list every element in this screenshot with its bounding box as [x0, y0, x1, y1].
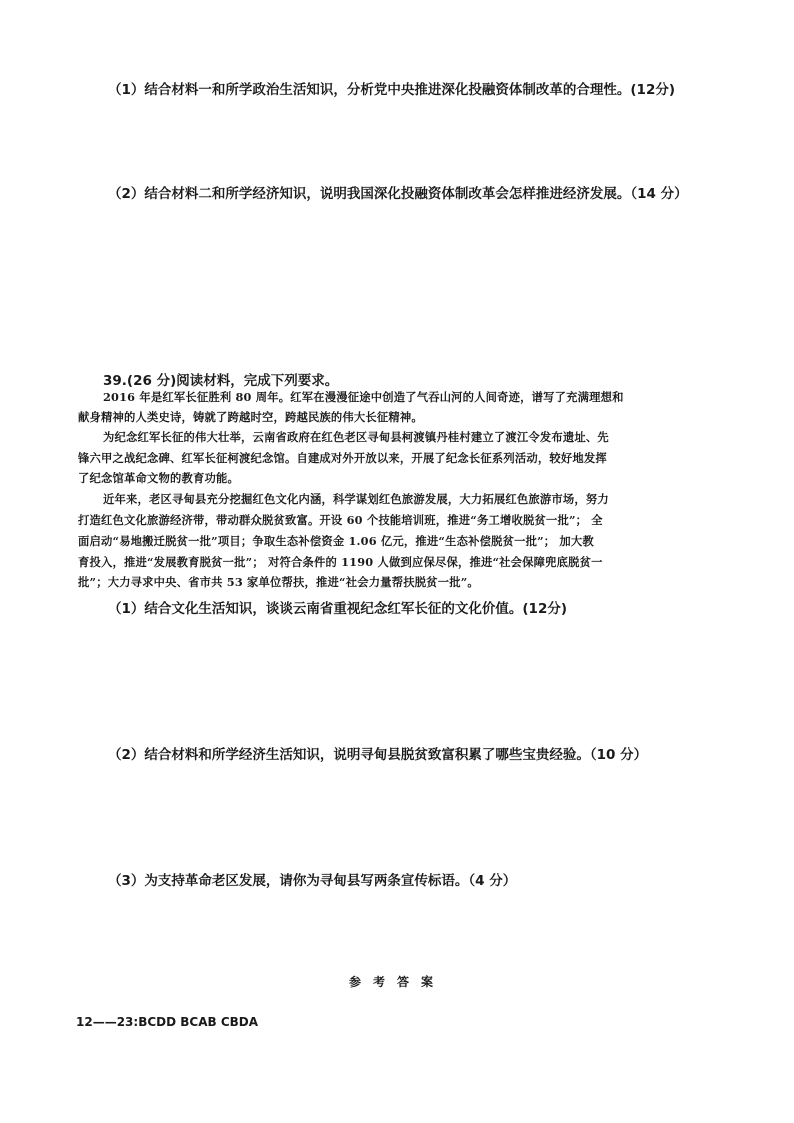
q39-material-line: 为纪念红军长征的伟大壮举，云南省政府在红色老区寻甸县柯渡镇丹桂村建立了渡江令发布遗址、先 [103, 430, 609, 444]
q39-material-line: 批”；大力寻求中央、省市共 53 家单位帮扶，推进“社会力量帮扶脱贫一批”。 [78, 575, 479, 589]
q39-sub1: （1）结合文化生活知识，谈谈云南省重视纪念红军长征的文化价值。(12分) [108, 601, 568, 617]
q39-sub2: （2）结合材料和所学经济生活知识，说明寻甸县脱贫致富积累了哪些宝贵经验。（10 分） [108, 747, 648, 763]
q39-material-line: 面启动“易地搬迁脱贫一批”项目；争取生态补偿资金 1.06 亿元，推进“生态补偿脱贫一批”； 加大教 [78, 534, 594, 548]
q39-material-line: 2016 年是红军长征胜利 80 周年。红军在漫漫征途中创造了气吞山河的人间奇迹，谱写了充满理想和 [103, 390, 624, 404]
q39-material-line: 打造红色文化旅游经济带，带动群众脱贫致富。开设 60 个技能培训班，推进“务工增收脱贫一批”； 全 [78, 513, 603, 527]
q39-material-line: 献身精神的人类史诗，铸就了跨越时空，跨越民族的伟大长征精神。 [78, 410, 423, 424]
answer-line: 12——23:BCDD BCAB CBDA [76, 1015, 259, 1029]
q39-material-line: 近年来，老区寻甸县充分挖掘红色文化内涵，科学谋划红色旅游发展，大力拓展红色旅游市场，努力 [103, 492, 609, 506]
q39-sub3: （3）为支持革命老区发展，请你为寻甸县写两条宣传标语。（4 分） [108, 873, 517, 889]
q38-sub2: （2）结合材料二和所学经济知识，说明我国深化投融资体制改革会怎样推进经济发展。（14 分） [108, 186, 688, 202]
q39-heading: 39.(26 分)阅读材料，完成下列要求。 [103, 373, 339, 389]
q39-material-line: 锋六甲之战纪念碑、红军长征柯渡纪念馆。自建成对外开放以来，开展了纪念长征系列活动，较好地发挥 [78, 451, 607, 465]
q38-sub1: （1）结合材料一和所学政治生活知识，分析党中央推进深化投融资体制改革的合理性。(12分) [108, 82, 676, 98]
q39-material-line: 育投入，推进“发展教育脱贫一批”； 对符合条件的 1190 人做到应保尽保，推进“社会保障兜底脱贫一 [78, 555, 603, 569]
q39-material-line: 了纪念馆革命文物的教育功能。 [78, 471, 239, 485]
answer-title: 参考答案 [348, 975, 445, 989]
